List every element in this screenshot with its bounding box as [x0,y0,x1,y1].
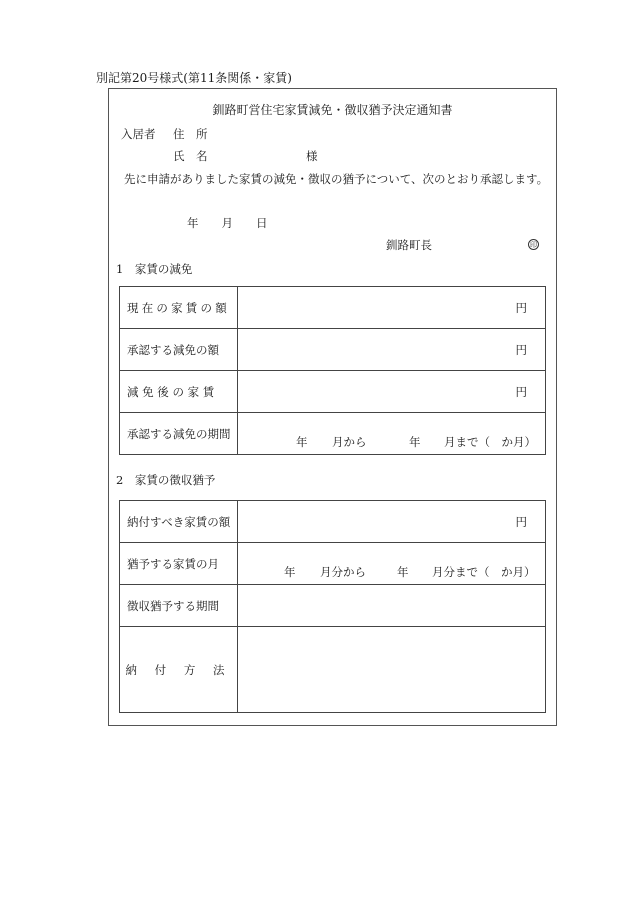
rent-after-reduction-label: 減 免 後 の 家 賃 [120,371,238,413]
tenant-label: 入居者 [121,127,156,141]
current-rent-field[interactable] [238,287,546,329]
table-row [120,543,546,585]
deferral-period-field[interactable] [238,585,546,627]
rent-due-field[interactable] [238,501,546,543]
rent-due-label: 納付すべき家賃の額 [120,501,238,543]
table-row [120,413,546,455]
document-title: 釧路町営住宅家賃減免・徴収猶予決定通知書 [212,103,453,117]
table-row [120,627,546,713]
deferral-period-label: 徴収猶予する期間 [120,585,238,627]
honorific-label: 様 [306,149,318,163]
name-label: 氏 名 [173,149,208,163]
period-month-from: 月分から [320,564,366,579]
period-year-to: 年 [409,434,421,449]
section2-heading: 2 家賃の徴収猶予 [116,473,216,487]
period-month-from: 月から [332,434,367,449]
period-year-to: 年 [397,564,409,579]
period-year-from: 年 [296,434,308,449]
date-line: 年 月 日 [187,216,268,230]
table-row [120,501,546,543]
seal-icon: 印 [530,241,537,249]
yen-unit: 円 [515,300,527,315]
deferral-table [119,500,546,713]
address-label: 住 所 [173,127,208,141]
table-row [120,329,546,371]
yen-unit: 円 [515,514,527,529]
reduction-period-field[interactable] [238,413,546,455]
table-row [120,585,546,627]
section1-heading: 1 家賃の減免 [116,262,193,276]
body-text: 先に申請がありました家賃の減免・徴収の猶予について、次のとおり承認します。 [124,172,549,186]
period-month-to: 月分まで（ か月） [432,564,536,579]
period-month-to: 月まで（ か月） [444,434,536,449]
approved-reduction-field[interactable] [238,329,546,371]
form-number-label: 別記第20号様式(第11条関係・家賃) [96,71,292,85]
reduction-period-label: 承認する減免の期間 [120,413,238,455]
yen-unit: 円 [515,384,527,399]
yen-unit: 円 [515,342,527,357]
payment-method-field[interactable] [238,627,546,713]
deferred-months-label: 猶予する家賃の月 [120,543,238,585]
approved-reduction-label: 承認する減免の額 [120,329,238,371]
table-row [120,287,546,329]
period-year-from: 年 [284,564,296,579]
current-rent-label: 現在の家賃の額 [120,287,238,329]
rent-after-reduction-field[interactable] [238,371,546,413]
reduction-table [119,286,546,455]
issuer-mayor: 釧路町長 [386,238,432,252]
deferred-months-field[interactable] [238,543,546,585]
table-row [120,371,546,413]
payment-method-label: 納 付 方 法 [120,627,238,713]
